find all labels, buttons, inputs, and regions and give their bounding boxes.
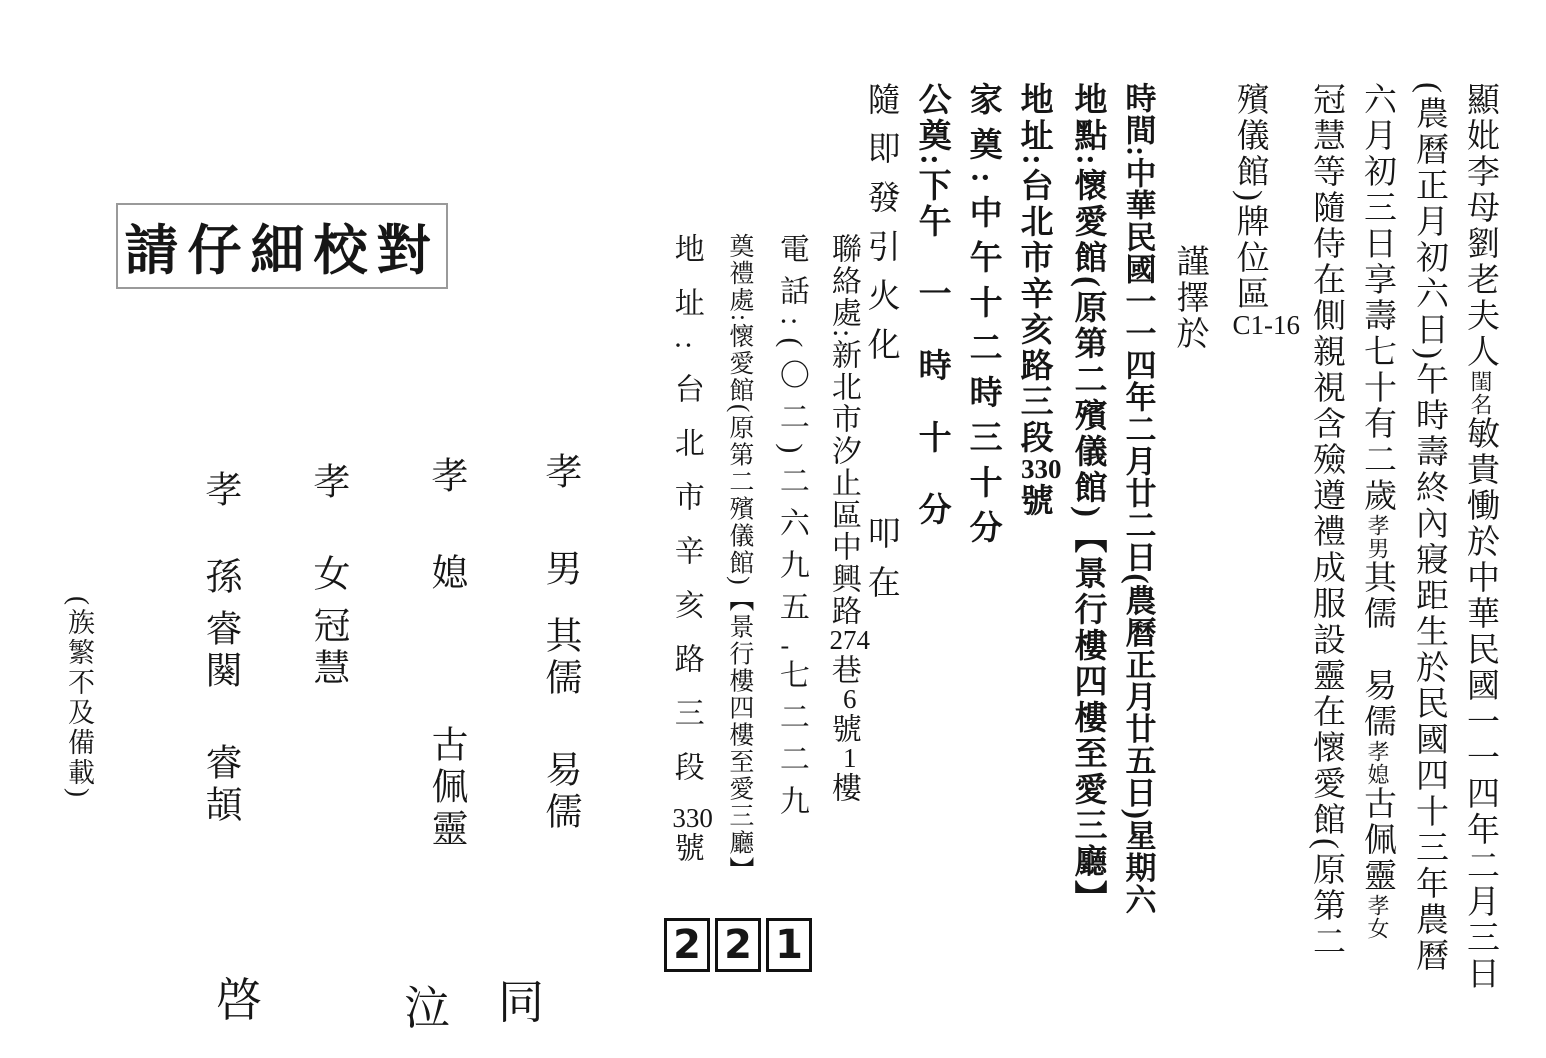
venue-address-number: 330 (672, 803, 713, 834)
son-relation-char: 男 (539, 549, 580, 591)
daughter-label: 孝女 (1365, 894, 1390, 940)
liaison-lane-char: 巷 (826, 654, 860, 687)
proofread-stamp-label: 請仔細校對 (124, 220, 440, 281)
obituary-main-text (855, 82, 1506, 1058)
mourners-grandsons-column (192, 470, 246, 827)
memorial-tablet-area-text: 殯儀館)牌位區 (1231, 82, 1268, 312)
daughter-relation-char: 女 (307, 554, 348, 596)
age-text: 六月初三日享壽七十有二歲 (1359, 82, 1395, 514)
daughter-in-law-label: 孝媳 (1365, 740, 1390, 786)
son-name-2: 易儒 (539, 750, 580, 834)
phone-part-1: 電話:(〇二)二六九五 (774, 233, 808, 634)
closing-char-announce: 啓 (216, 975, 262, 1026)
liaison-house-number: 6 (843, 684, 857, 715)
obituary-column-family-rite: 家奠:中午十二時三十分 (964, 82, 1001, 555)
family-note: (族繁不及備載) (64, 596, 94, 800)
closing-char-weeping: 泣 (404, 983, 450, 1034)
filial-char: 孝 (307, 462, 348, 504)
proofread-stamp-box (116, 203, 448, 289)
tablet-area-code: C1-16 (1232, 310, 1300, 340)
venue-column: 奠禮處:懷愛館(原第二殯儀館)【景行樓四樓至愛三廳】 (725, 233, 753, 884)
daughter-in-law-relation-char: 媳 (425, 553, 466, 595)
obituary-column-address (1008, 82, 1062, 1058)
liaison-number-char: 號 (826, 713, 860, 746)
venue-address-text: 地址:台北市辛亥路三段 (669, 233, 703, 806)
page-code-digit: 2 (664, 918, 710, 972)
page-code-digit: 2 (715, 918, 761, 972)
phone-dash: - (780, 631, 802, 661)
daughter-name: 冠慧 (307, 606, 348, 690)
filial-char: 孝 (199, 470, 240, 512)
address-number: 330 (1021, 454, 1062, 484)
obituary-column-place: 地點:懷愛館(原第二殯儀館)【景行樓四樓至愛三廳】 (1069, 82, 1106, 916)
obituary-column-lunar-date: (農曆正月初六日)午時壽終內寢距生於民國四十三年農曆 (1411, 82, 1447, 974)
obituary-column-age-family (1351, 82, 1403, 1058)
daughter-in-law-name: 古佩靈 (1359, 786, 1395, 894)
deceased-title: 顯妣李母劉老夫人 (1462, 82, 1498, 370)
filial-char: 孝 (539, 452, 580, 494)
liaison-floor-char: 樓 (826, 772, 860, 805)
grandson-relation-char: 孫 (199, 557, 240, 599)
obituary-column-hall (1215, 82, 1301, 1058)
liaison-lane-number: 274 (829, 625, 870, 656)
cremation-text: 隨即發引火化 (862, 82, 899, 376)
filial-char: 孝 (425, 456, 466, 498)
phone-part-2: 七二二九 (774, 659, 808, 828)
grandson-name-2: 睿頡 (199, 743, 240, 827)
son-name-1: 其儒 (539, 616, 580, 700)
mourners-sons-column (532, 452, 586, 834)
address-suffix: 號 (1015, 483, 1052, 519)
daughter-in-law-name: 古佩靈 (425, 725, 466, 851)
obituary-column-public-rite: 公奠:下午 一 時 十 分 (913, 82, 950, 528)
liaison-floor-number: 1 (843, 743, 857, 774)
grandson-name-1: 睿闋 (199, 609, 240, 693)
closing-char-together: 同 (498, 977, 544, 1028)
page-code-digit: 1 (766, 918, 812, 972)
obituary-column-rites: 冠慧等隨侍在側親視含殮遵禮成服設靈在懷愛館(原第二 (1308, 82, 1344, 960)
sons-names: 其儒 易儒 (1359, 560, 1395, 740)
obituary-column-chosen: 謹擇於 (1171, 244, 1208, 352)
mourners-daughters-column (300, 462, 354, 690)
venue-address-suffix: 號 (669, 832, 703, 887)
obituary-column-time: 時間:中華民國一一四年二月廿二日(農曆正月廿五日)星期六 (1120, 82, 1156, 916)
mourners-daughters-in-law-column (418, 456, 472, 851)
death-date-text: 慟於中華民國一一四年二月三日 (1462, 488, 1498, 992)
deceased-given-name: 敏貴 (1462, 416, 1498, 488)
maiden-name-label: 閨名 (1468, 370, 1493, 416)
son-label: 孝男 (1365, 514, 1390, 560)
liaison-address-text: 聯絡處:新北市汐止區中興路 (826, 233, 860, 628)
liaison-column (817, 233, 870, 1043)
kowtow-text: 叩在 (862, 516, 899, 614)
address-text: 地址:台北市辛亥路三段 (1015, 82, 1052, 456)
page-code-boxes (664, 918, 812, 972)
obituary-column-deceased (1454, 82, 1506, 1058)
